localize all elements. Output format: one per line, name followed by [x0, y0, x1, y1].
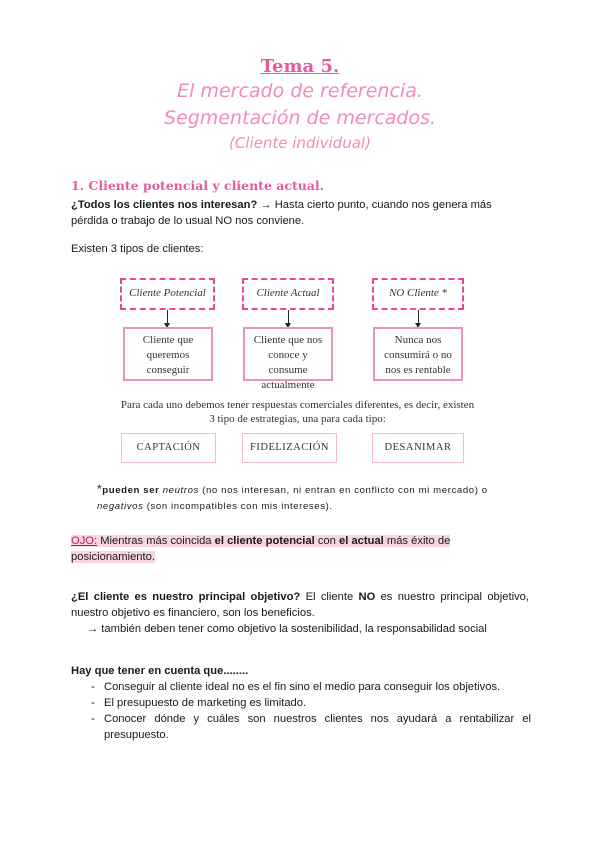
- ojo-bold-1: el cliente potencial: [214, 535, 315, 547]
- footnote: [97, 481, 497, 515]
- footnote-star: *: [97, 482, 103, 496]
- tener-heading: [71, 663, 531, 679]
- box-no-cliente: NO Cliente *: [372, 278, 464, 310]
- box-cliente-actual: Cliente Actual: [242, 278, 334, 310]
- box-desanimar: DESANIMAR: [372, 433, 464, 463]
- objetivo-text-1: El cliente: [300, 591, 359, 603]
- subtitle-line-3: (Cliente individual): [229, 134, 371, 152]
- subtitle-line-1: El mercado de referencia.: [177, 80, 423, 102]
- objetivo-no: NO: [358, 591, 376, 603]
- section-heading: 1. Cliente potencial y cliente actual.: [71, 178, 325, 193]
- objetivo-paragraph: [71, 589, 529, 621]
- box-conoce-consume: Cliente que nos conoce y consume actualmente: [243, 327, 333, 381]
- page-title: Tema 5.: [260, 56, 340, 77]
- list-item: - Conocer dónde y cuáles son nuestros clientes nos ayudará a rentabilizar el presupuesto.: [91, 713, 531, 741]
- footnote-neutros: neutros: [162, 485, 199, 496]
- ojo-bold-2: el actual: [339, 535, 384, 547]
- list-item-text: El presupuesto de marketing es limitado.: [104, 697, 307, 709]
- objetivo-question: ¿El cliente es nuestro principal objetivo?: [71, 591, 301, 603]
- list-item-text: Conseguir al cliente ideal no es el fin sino el medio para conseguir los objetivos.: [104, 681, 501, 693]
- footnote-negativos: negativos: [97, 501, 144, 512]
- list-item-text: Conocer dónde y cuáles son nuestros clientes nos ayudará a rentabilizar el presupuesto.: [104, 713, 531, 741]
- subtitle-line-2: Segmentación de mercados.: [163, 107, 437, 129]
- box-fidelizacion: FIDELIZACIÓN: [242, 433, 337, 463]
- tener-heading-text: Hay que tener en cuenta que........: [71, 665, 249, 677]
- objetivo-line-2: → también deben tener como objetivo la sostenibilidad, la responsabilidad social: [87, 623, 487, 635]
- ojo-text-3: más éxito de posicionamiento.: [71, 535, 451, 563]
- ojo-label: OJO:: [71, 535, 98, 547]
- list-item: - El presupuesto de marketing es limitado.: [91, 697, 307, 709]
- list-item: - Conseguir al cliente ideal no es el fin sino el medio para conseguir los objetivos.: [91, 681, 501, 693]
- ojo-text-1: Mientras más coincida: [97, 535, 215, 547]
- question-bold: ¿Todos los clientes nos interesan?: [71, 199, 258, 211]
- box-cliente-potencial: Cliente Potencial: [120, 278, 215, 310]
- tipos-text: Existen 3 tipos de clientes:: [71, 243, 204, 255]
- question-answer: → Hasta cierto punto, cuando nos genera más pérdida o trabajo de lo usual NO nos conviene.: [71, 199, 492, 227]
- box-queremos-conseguir: Cliente que queremos conseguir: [123, 327, 213, 381]
- footnote-part2: (no nos interesan, ni entran en conflicto con mi mercado) o: [198, 485, 488, 496]
- tener-list: [71, 679, 531, 743]
- ojo-text-2: con: [314, 535, 339, 547]
- ojo-paragraph: [71, 533, 479, 565]
- footnote-part1: pueden ser: [102, 485, 163, 496]
- footnote-part3: (son incompatibles con mis intereses).: [143, 501, 333, 512]
- strategy-text: Para cada uno debemos tener respuestas comerciales diferentes, es decir, existen 3 tipo de estrategias, una para cada tipo:: [120, 399, 475, 425]
- box-nunca-consumira: Nunca nos consumirá o no nos es rentable: [373, 327, 463, 381]
- objetivo-text-2: es nuestro principal objetivo, nuestro objetivo es financiero, son los beneficios.: [71, 591, 529, 619]
- box-captacion: CAPTACIÓN: [121, 433, 216, 463]
- question-paragraph: [71, 197, 531, 229]
